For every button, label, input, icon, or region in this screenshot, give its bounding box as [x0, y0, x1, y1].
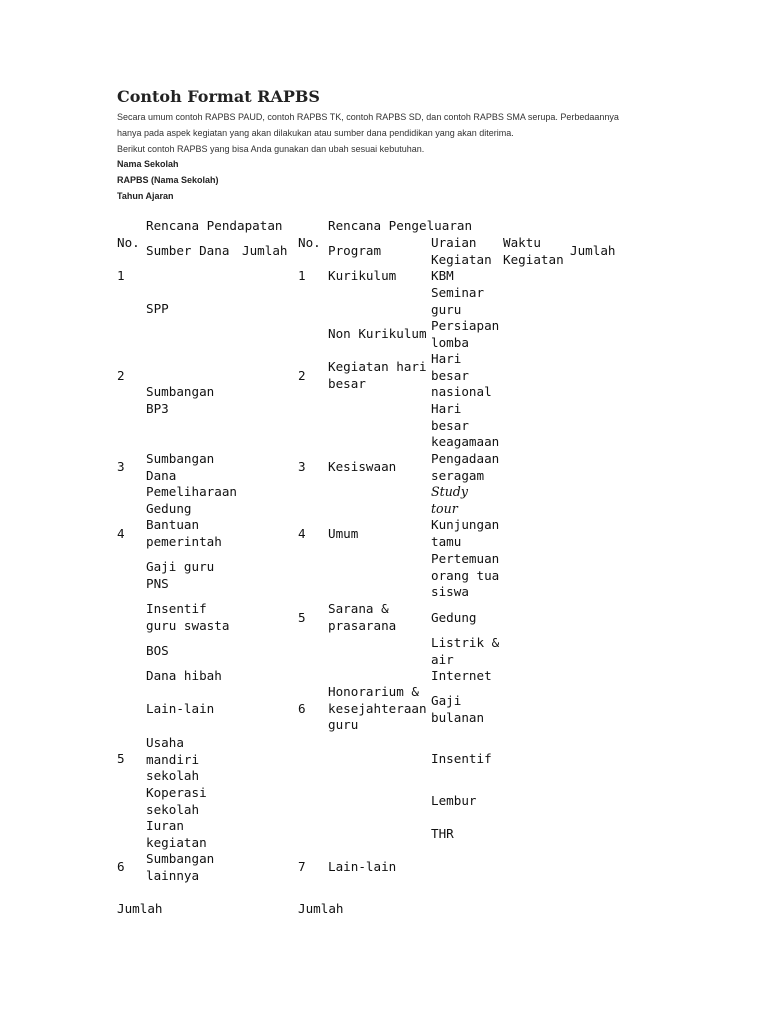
income-source: BOS [146, 643, 169, 658]
program: Sarana & prasarana [328, 601, 397, 633]
income-no: 6 [117, 859, 125, 874]
income-amount-header: Jumlah [242, 243, 288, 258]
activity: KBM [431, 268, 454, 283]
income-source: Sumbangan Dana Pemeliharaan Gedung [146, 451, 237, 516]
activity: Seminar guru [431, 285, 485, 317]
income-no: 3 [117, 459, 125, 474]
activity: Persiapan lomba [431, 318, 500, 350]
expense-no: 3 [298, 459, 306, 474]
income-source: Dana hibah [146, 668, 222, 683]
activity: Hari besar nasional [431, 351, 492, 400]
income-source: Iuran kegiatan [146, 818, 207, 850]
activity: Insentif [431, 751, 492, 766]
school-year-label: Tahun Ajaran [117, 191, 174, 201]
expense-no-header: No. [298, 235, 321, 250]
activity: Listrik & air [431, 635, 500, 667]
activity: Internet [431, 668, 492, 683]
time-header: Waktu Kegiatan [503, 235, 564, 267]
income-source: Koperasi sekolah [146, 785, 207, 817]
income-no: 2 [117, 368, 125, 383]
income-no-header: No. [117, 235, 140, 250]
program: Kesiswaan [328, 459, 397, 474]
program: Honorarium & kesejahteraan guru [328, 684, 427, 733]
page-title: Contoh Format RAPBS [117, 87, 320, 106]
income-source: Usaha mandiri sekolah [146, 735, 200, 784]
income-source: Insentif guru swasta [146, 601, 230, 633]
program: Umum [328, 526, 359, 541]
program: Lain-lain [328, 859, 397, 874]
activity: Hari besar keagamaan [431, 401, 500, 450]
expense-amount-header: Jumlah [570, 243, 616, 258]
activity: Gedung [431, 610, 477, 625]
program: Non Kurikulum [328, 326, 427, 341]
intro-line-2: hanya pada aspek kegiatan yang akan dilakukan atau sumber dana pendidikan yang akan diterima. [117, 128, 514, 138]
activity-header: Uraian Kegiatan [431, 235, 492, 267]
source-header: Sumber Dana [146, 243, 230, 258]
activity: Lembur [431, 793, 477, 808]
activity: Kunjungan tamu [431, 517, 500, 549]
activity: Study tour [431, 484, 468, 516]
income-plan-header: Rencana Pendapatan [146, 218, 283, 233]
expense-plan-header: Rencana Pengeluaran [328, 218, 473, 233]
expense-no: 2 [298, 368, 306, 383]
expense-no: 6 [298, 701, 306, 716]
program-header: Program [328, 243, 382, 258]
program: Kurikulum [328, 268, 397, 283]
income-source: SPP [146, 301, 169, 316]
intro-line-3: Berikut contoh RAPBS yang bisa Anda gunakan dan ubah sesuai kebutuhan. [117, 144, 425, 154]
school-name-label: Nama Sekolah [117, 159, 179, 169]
income-no: 5 [117, 751, 125, 766]
income-total-label: Jumlah [117, 901, 163, 916]
income-source: Lain-lain [146, 701, 215, 716]
intro-line-1: Secara umum contoh RAPBS PAUD, contoh RAPBS TK, contoh RAPBS SD, dan contoh RAPBS SMA serupa. Perbedaannya [117, 112, 619, 122]
expense-no: 7 [298, 859, 306, 874]
income-no: 1 [117, 268, 125, 283]
expense-no: 4 [298, 526, 306, 541]
income-source: Sumbangan BP3 [146, 384, 215, 416]
program: Kegiatan hari besar [328, 359, 427, 391]
income-source: Sumbangan lainnya [146, 851, 215, 883]
income-source: Bantuan pemerintah [146, 517, 222, 549]
rapbs-name-label: RAPBS (Nama Sekolah) [117, 175, 219, 185]
activity: Gaji bulanan [431, 693, 485, 725]
activity: THR [431, 826, 454, 841]
expense-total-label: Jumlah [298, 901, 344, 916]
income-no: 4 [117, 526, 125, 541]
activity: Pengadaan seragam [431, 451, 500, 483]
income-source: Gaji guru PNS [146, 559, 215, 591]
activity: Pertemuan orang tua siswa [431, 551, 500, 600]
expense-no: 5 [298, 610, 306, 625]
expense-no: 1 [298, 268, 306, 283]
